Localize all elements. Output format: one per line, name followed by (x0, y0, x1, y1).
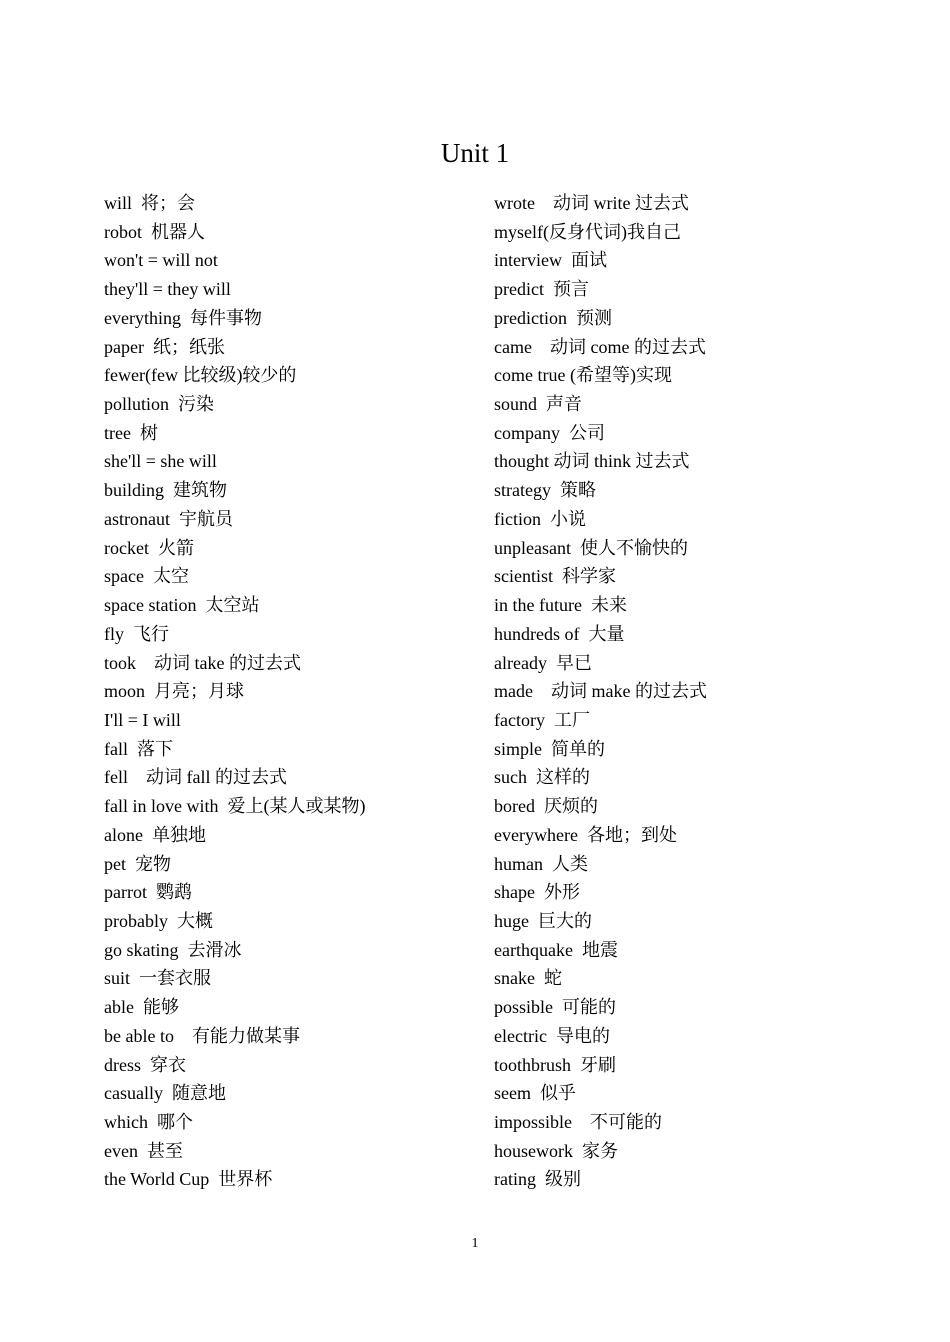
vocab-entry: space 太空 (104, 566, 189, 587)
vocab-entry: thought 动词 think 过去式 (494, 451, 690, 472)
vocab-entry: fell 动词 fall 的过去式 (104, 767, 287, 788)
vocab-entry: dress 穿衣 (104, 1054, 186, 1075)
vocab-entry: human 人类 (494, 853, 588, 874)
vocab-entry: electric 导电的 (494, 1025, 610, 1046)
vocab-entry: paper 纸；纸张 (104, 336, 225, 357)
vocab-entry: snake 蛇 (494, 968, 562, 989)
vocab-entry: won't = will not (104, 250, 218, 271)
vocab-entry: predict 预言 (494, 279, 589, 300)
page-number: 1 (471, 1236, 479, 1251)
vocab-entry: shape 外形 (494, 882, 580, 903)
vocab-entry: such 这样的 (494, 767, 590, 788)
vocab-entry: toothbrush 牙刷 (494, 1054, 617, 1075)
vocab-entry: suit 一套衣服 (104, 968, 212, 989)
vocab-entry: unpleasant 使人不愉快的 (494, 537, 688, 558)
vocab-entry: robot 机器人 (104, 221, 205, 242)
vocab-entry: be able to 有能力做某事 (104, 1025, 300, 1046)
vocab-entry: housework 家务 (494, 1140, 618, 1161)
vocab-entry: the World Cup 世界杯 (104, 1169, 273, 1190)
vocab-entry: huge 巨大的 (494, 910, 592, 931)
vocab-entry: fewer(few 比较级)较少的 (104, 365, 297, 386)
vocab-entry: wrote 动词 write 过去式 (494, 193, 689, 213)
vocab-entry: earthquake 地震 (494, 939, 618, 960)
vocab-entry: parrot 鹦鹉 (104, 882, 192, 903)
vocab-entry: scientist 科学家 (494, 566, 616, 587)
vocab-entry: moon 月亮；月球 (104, 681, 245, 702)
vocab-entry: everything 每件事物 (104, 307, 262, 328)
vocab-entry: possible 可能的 (494, 997, 617, 1018)
vocab-entry: factory 工厂 (494, 709, 590, 730)
vocab-entry: they'll = they will (104, 279, 231, 300)
vocab-entry: rating 级别 (494, 1169, 581, 1190)
vocab-entry: probably 大概 (104, 910, 213, 931)
vocab-entry: which 哪个 (104, 1112, 193, 1132)
vocab-entry: made 动词 make 的过去式 (494, 681, 707, 702)
vocab-entry: building 建筑物 (104, 480, 228, 501)
vocab-entry: fiction 小说 (494, 508, 586, 529)
vocab-entry: even 甚至 (104, 1140, 183, 1161)
vocab-entry: able 能够 (104, 997, 179, 1018)
vocab-entry: myself(反身代词)我自己 (494, 221, 681, 242)
vocab-entry: came 动词 come 的过去式 (494, 336, 706, 357)
vocab-entry: interview 面试 (494, 250, 607, 271)
vocab-entry: seem 似乎 (494, 1083, 576, 1104)
vocab-entry: fly 飞行 (104, 623, 169, 644)
vocab-entry: astronaut 宇航员 (104, 508, 233, 529)
vocab-column-left (104, 189, 474, 1194)
vocab-entry: will 将；会 (104, 193, 196, 213)
vocab-entry: come true (希望等)实现 (494, 365, 672, 386)
vocab-entry: took 动词 take 的过去式 (104, 652, 301, 673)
vocab-entry: she'll = she will (104, 451, 217, 472)
vocab-entry: alone 单独地 (104, 824, 206, 845)
vocab-entry: company 公司 (494, 422, 605, 443)
vocab-entry: hundreds of 大量 (494, 623, 625, 644)
vocab-entry: in the future 未来 (494, 595, 627, 616)
vocab-entry: fall in love with 爱上(某人或某物) (104, 796, 366, 817)
vocab-entry: pollution 污染 (104, 394, 215, 415)
vocab-entry: go skating 去滑冰 (104, 939, 242, 960)
vocab-entry: everywhere 各地；到处 (494, 824, 677, 845)
vocab-entry: I'll = I will (104, 709, 181, 730)
vocab-entry: strategy 策略 (494, 480, 596, 501)
vocab-entry: simple 简单的 (494, 738, 605, 759)
vocab-entry: fall 落下 (104, 738, 173, 759)
vocab-entry: sound 声音 (494, 394, 583, 415)
vocab-entry: space station 太空站 (104, 595, 260, 616)
vocab-entry: bored 厌烦的 (494, 796, 598, 817)
vocab-entry: rocket 火箭 (104, 537, 194, 558)
page-title: Unit 1 (440, 138, 510, 168)
vocab-entry: impossible 不可能的 (494, 1112, 663, 1132)
vocab-entry: casually 随意地 (104, 1083, 226, 1104)
vocab-entry: pet 宠物 (104, 853, 171, 874)
vocab-entry: tree 树 (104, 422, 158, 443)
vocab-entry: already 早已 (494, 652, 592, 673)
vocab-column-right (494, 189, 874, 1194)
vocab-entry: prediction 预测 (494, 307, 612, 328)
